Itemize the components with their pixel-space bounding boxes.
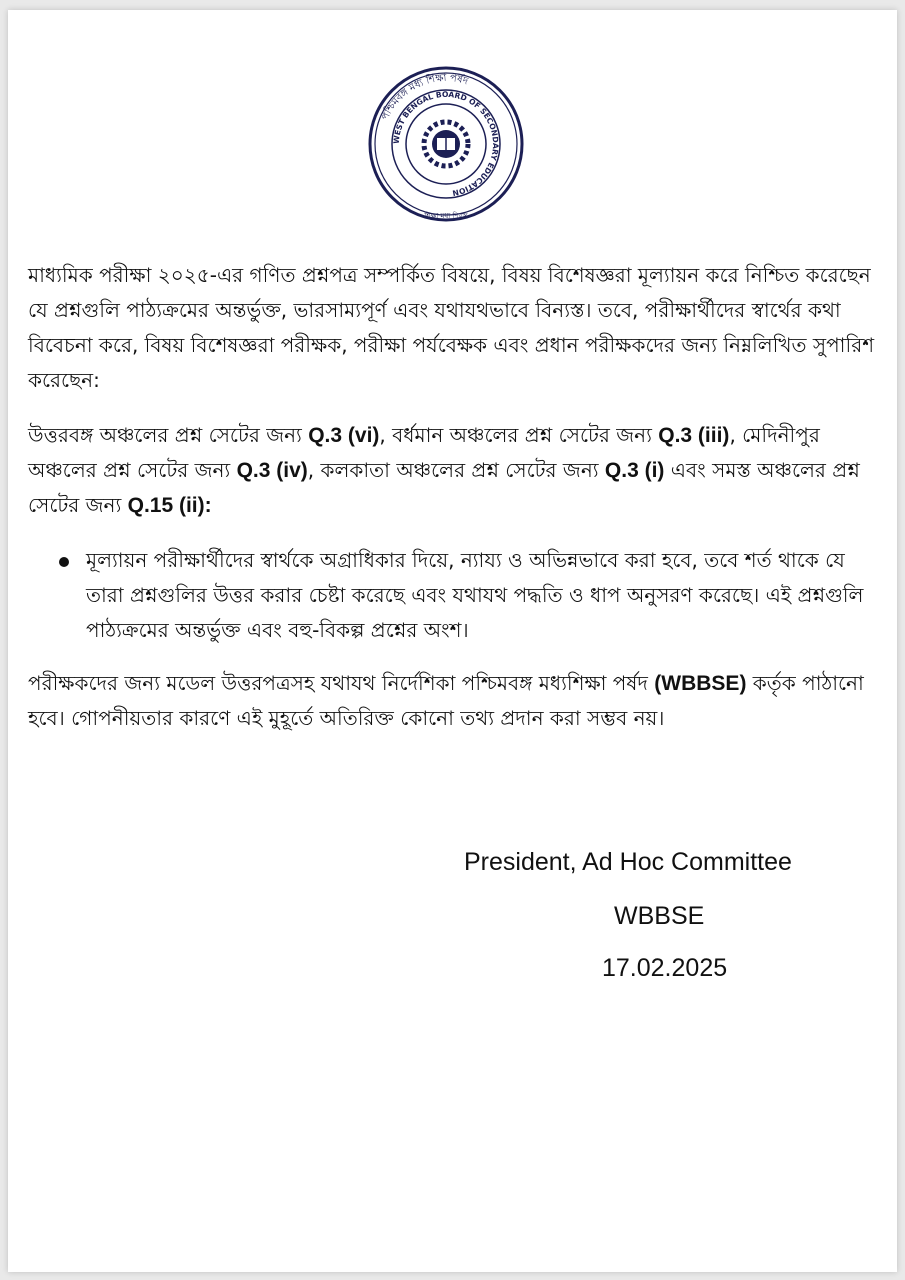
question-text-burdwan: , বর্ধমান অঞ্চলের প্রশ্ন সেটের জন্য — [379, 423, 659, 447]
closing-abbreviation: (WBBSE) — [654, 672, 747, 695]
question-ref-medinipur: Q.3 (iv) — [236, 459, 308, 482]
signature-organization: WBBSE — [614, 902, 705, 930]
seal-inner-text: WEST BENGAL BOARD OF SECONDARY EDUCATION — [391, 89, 501, 198]
closing-paragraph — [28, 666, 878, 736]
intro-paragraph: মাধ্যমিক পরীক্ষা ২০২৫-এর গণিত প্রশ্নপত্র সম্পর্কিত বিষয়ে, বিষয় বিশেষজ্ঞরা মূল্যায়ন করে নিশ্চিত করেছেন যে প্রশ্নগুলি পাঠ্যক্রমের অন্তর্ভুক্ত, ভারসাম্যপূর্ণ এবং যথাযথভাবে বিন্যস্ত। তবে, পরীক্ষার্থীদের স্বার্থের কথা বিবেচনা করে, বিষয় বিশেষজ্ঞরা পরীক্ষক, পরীক্ষা পর্যবেক্ষক এবং প্রধান পরীক্ষকদের জন্য নিম্নলিখিত সুপারিশ করেছেন: — [28, 263, 875, 392]
question-ref-north-bengal: Q.3 (vi) — [308, 424, 380, 447]
question-colon: : — [204, 494, 212, 517]
seal-motto: শিক্ষা মধ্য শিরস্ক — [424, 212, 468, 220]
wbbse-seal-logo — [366, 64, 526, 224]
question-ref-burdwan: Q.3 (iii) — [658, 424, 730, 447]
closing-text-end: কর্তৃক পাঠানো হবে। গোপনীয়তার কারণে এই মুহূর্তে অতিরিক্ত কোনো তথ্য প্রদান করা সম্ভব নয়। — [28, 671, 864, 730]
question-text-kolkata: , কলকাতা অঞ্চলের প্রশ্ন সেটের জন্য — [307, 458, 605, 482]
document-page — [8, 10, 897, 1272]
bullet-dot-icon — [59, 557, 69, 567]
bullet-text: মূল্যায়ন পরীক্ষার্থীদের স্বার্থকে অগ্রাধিকার দিয়ে, ন্যায্য ও অভিন্নভাবে করা হবে, তবে শর্ত থাকে যে তারা প্রশ্নগুলির উত্তর করার চেষ্টা করেছে এবং যথাযথ পদ্ধতি ও ধাপ অনুসরণ করেছে। এই প্রশ্নগুলি পাঠ্যক্রমের অন্তর্ভুক্ত এবং বহু-বিকল্প প্রশ্নের অংশ। — [86, 548, 864, 642]
questions-paragraph — [28, 418, 878, 523]
signature-title: President, Ad Hoc Committee — [464, 848, 792, 876]
bullet-list-item — [28, 543, 878, 648]
question-text-medinipur: , মেদিনীপুর অঞ্চলের প্রশ্ন সেটের জন্য — [28, 423, 820, 482]
closing-text-start: পরীক্ষকদের জন্য মডেল উত্তরপত্রসহ যথাযথ নির্দেশিকা পশ্চিমবঙ্গ মধ্যশিক্ষা পর্ষদ — [28, 671, 655, 695]
question-ref-kolkata: Q.3 (i) — [604, 459, 665, 482]
question-text-all-regions: এবং সমস্ত অঞ্চলের প্রশ্ন সেটের জন্য — [28, 458, 860, 517]
question-ref-all-regions: Q.15 (ii) — [127, 494, 205, 517]
question-text-north-bengal: উত্তরবঙ্গ অঞ্চলের প্রশ্ন সেটের জন্য — [28, 423, 309, 447]
seal-outer-text: পশ্চিমবঙ্গ মধ্য শিক্ষা পর্ষদ — [380, 72, 470, 123]
signature-date: 17.02.2025 — [602, 954, 728, 982]
